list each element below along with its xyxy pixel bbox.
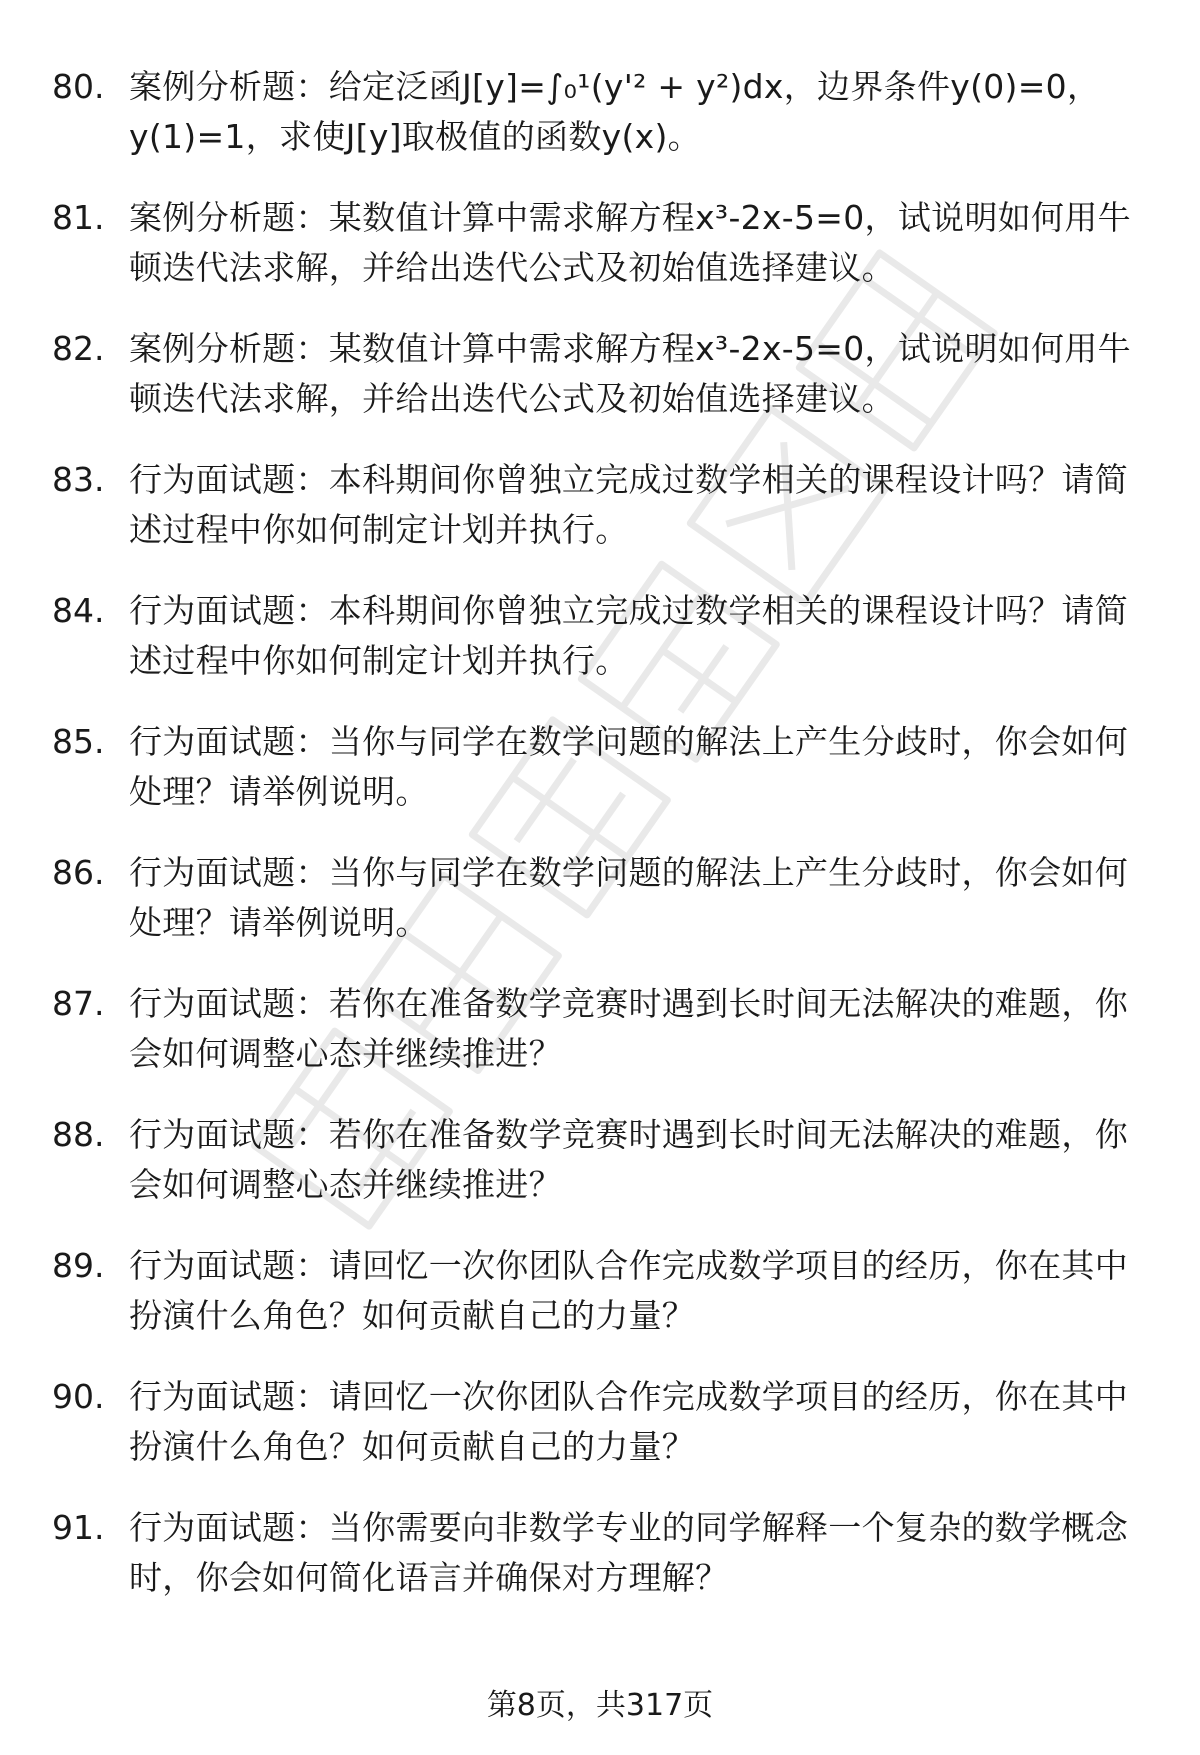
question-item	[0, 848, 1200, 979]
question-number: 80.	[52, 67, 105, 106]
question-item	[0, 455, 1200, 586]
question-number: 84.	[52, 591, 105, 630]
question-item	[0, 324, 1200, 455]
question-number: 88.	[52, 1115, 105, 1154]
question-text: 行为面试题：当你与同学在数学问题的解法上产生分歧时，你会如何处理？请举例说明。	[129, 722, 1128, 811]
question-text: 行为面试题：请回忆一次你团队合作完成数学项目的经历，你在其中扮演什么角色？如何贡献自己的力量？	[129, 1377, 1128, 1466]
question-number: 85.	[52, 722, 105, 761]
question-text: 行为面试题：当你需要向非数学专业的同学解释一个复杂的数学概念时，你会如何简化语言并确保对方理解？	[129, 1508, 1128, 1597]
page-number-label: 第8页，共317页	[486, 1688, 714, 1723]
question-item	[0, 979, 1200, 1110]
question-list	[0, 62, 1200, 1634]
question-text: 行为面试题：本科期间你曾独立完成过数学相关的课程设计吗？请简述过程中你如何制定计划并执行。	[129, 460, 1128, 549]
question-item	[0, 1241, 1200, 1372]
question-number: 91.	[52, 1508, 105, 1547]
question-item	[0, 1110, 1200, 1241]
question-text: 行为面试题：请回忆一次你团队合作完成数学项目的经历，你在其中扮演什么角色？如何贡献自己的力量？	[129, 1246, 1128, 1335]
question-number: 87.	[52, 984, 105, 1023]
question-number: 86.	[52, 853, 105, 892]
question-number: 81.	[52, 198, 105, 237]
question-item	[0, 62, 1200, 193]
page-footer	[0, 1686, 1200, 1726]
question-number: 82.	[52, 329, 105, 368]
question-text: 行为面试题：若你在准备数学竞赛时遇到长时间无法解决的难题，你会如何调整心态并继续推进？	[129, 1115, 1128, 1204]
question-number: 89.	[52, 1246, 105, 1285]
question-text: 行为面试题：本科期间你曾独立完成过数学相关的课程设计吗？请简述过程中你如何制定计划并执行。	[129, 591, 1128, 680]
question-text: 案例分析题：某数值计算中需求解方程x³-2x-5=0，试说明如何用牛顿迭代法求解，并给出迭代公式及初始值选择建议。	[129, 329, 1131, 418]
question-item	[0, 193, 1200, 324]
question-item	[0, 717, 1200, 848]
question-item	[0, 1372, 1200, 1503]
question-item	[0, 586, 1200, 717]
question-number: 90.	[52, 1377, 105, 1416]
question-item	[0, 1503, 1200, 1634]
question-text: 案例分析题：给定泛函J[y]=∫₀¹(y'² + y²)dx，边界条件y(0)=0，y(1)=1，求使J[y]取极值的函数y(x)。	[129, 67, 1101, 156]
question-text: 行为面试题：当你与同学在数学问题的解法上产生分歧时，你会如何处理？请举例说明。	[129, 853, 1128, 942]
question-text: 案例分析题：某数值计算中需求解方程x³-2x-5=0，试说明如何用牛顿迭代法求解，并给出迭代公式及初始值选择建议。	[129, 198, 1131, 287]
question-number: 83.	[52, 460, 105, 499]
question-text: 行为面试题：若你在准备数学竞赛时遇到长时间无法解决的难题，你会如何调整心态并继续推进？	[129, 984, 1128, 1073]
